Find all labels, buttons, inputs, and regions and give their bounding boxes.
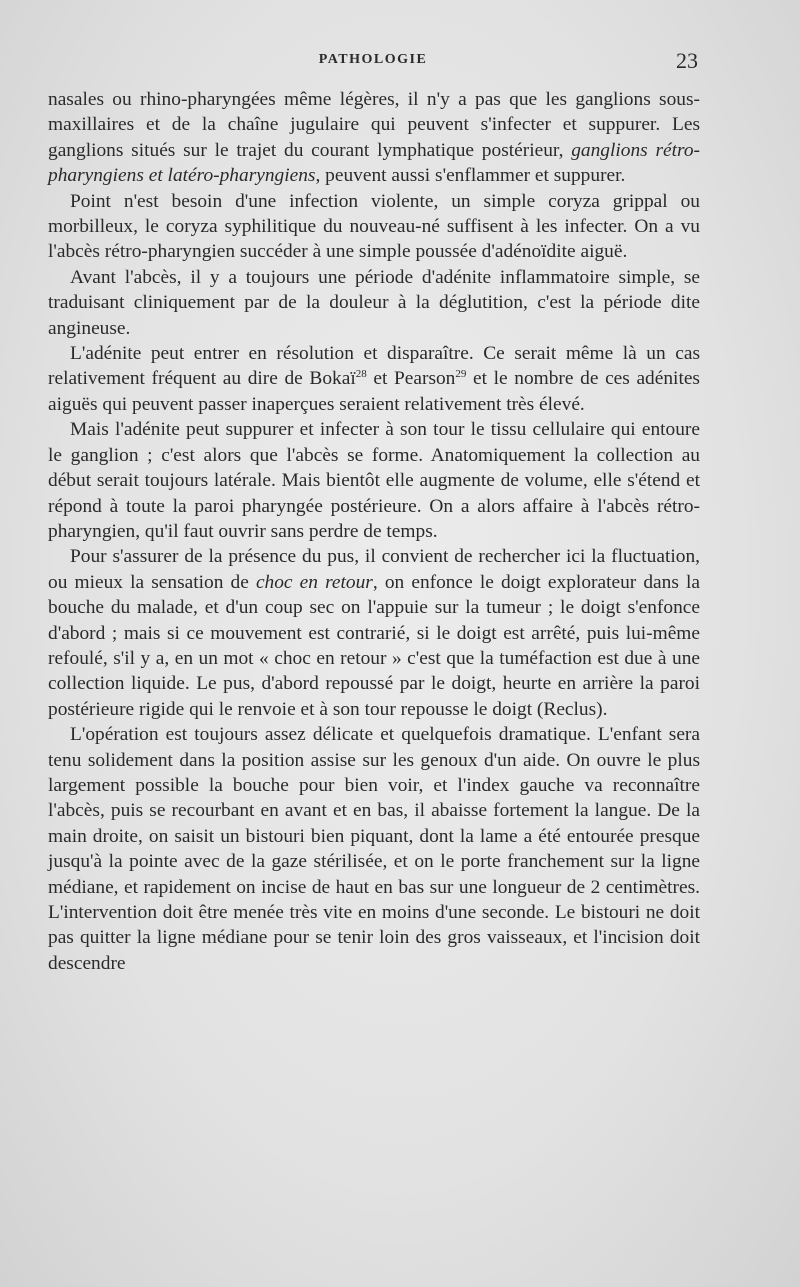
- running-title: PATHOLOGIE: [318, 52, 428, 67]
- paragraph-4: L'adénite peut entrer en résolution et disparaître. Ce serait même là un cas relativement fréquent au dire de Bokaï$^{28}$ et Pearson$^{29}$ et le nombre de ces adénites aiguës qui peuvent passer inaperçues seraient relativement très élevé.: [48, 343, 700, 415]
- paragraph-3: Avant l'abcès, il y a toujours une période d'adénite inflammatoire simple, se traduisant cliniquement par de la douleur à la déglutition, c'est la période dite angineuse.: [48, 266, 700, 339]
- italic-term: ganglions rétro-pharyngiens et latéro-pharyngiens: [48, 139, 700, 187]
- italic-term: choc en retour: [255, 571, 373, 593]
- paragraph-2: Point n'est besoin d'une infection violente, un simple coryza grippal ou morbilleux, le coryza syphilitique du nouveau-né suffisent à les infecter. On a vu l'abcès rétro-pharyngien succéder à une simple poussée d'adénoïdite aiguë.: [48, 190, 700, 263]
- footnote-ref: 29: [455, 368, 467, 381]
- body-text: [48, 87, 700, 976]
- footnote-ref: 28: [355, 368, 367, 381]
- paragraph-1: nasales ou rhino-pharyngées même légères, il n'y a pas que les ganglions sous-maxillaires et de la chaîne jugulaire qui peuvent s'infecter et suppurer. Les ganglions situés sur le trajet du courant lymphatique postérieur, ganglions rétro-pharyngiens et latéro-pharyngiens, peuvent aussi s'enflammer et suppurer.: [48, 89, 700, 187]
- paragraph-5: Mais l'adénite peut suppurer et infecter à son tour le tissu cellulaire qui entoure le ganglion ; c'est alors que l'abcès se forme. Anatomiquement la collection au début serait toujours latérale. Mais bientôt elle augmente de volume, elle s'étend et répond à toute la paroi pharyngée postérieure. On a alors affaire à l'abcès rétro-pharyngien, qu'il faut ouvrir sans perdre de temps.: [48, 419, 700, 542]
- paragraph-6: Pour s'assurer de la présence du pus, il convient de rechercher ici la fluctuation, ou mieux la sensation de choc en retour, on enfonce le doigt explorateur dans la bouche du malade, et d'un coup sec on l'appuie sur la tumeur ; le doigt s'enfonce d'abord ; mais si ce mouvement est contrarié, si le doigt est arrêté, puis lui-même refoulé, s'il y a, en un mot « choc en retour » c'est que la tuméfaction est due à une collection liquide. Le pus, d'abord repoussé par le doigt, heurte en arrière la paroi postérieure rigide qui le renvoie et à son tour repousse le doigt (Reclus).: [48, 546, 701, 720]
- paragraph-7: L'opération est toujours assez délicate et quelquefois dramatique. L'enfant sera tenu solidement dans la position assise sur les genoux d'un aide. On ouvre le plus largement possible la bouche pour bien voir, et l'index gauche va reconnaître l'abcès, puis se recourbant en avant et en bas, il abaisse fortement la langue. De la main droite, on saisit un bistouri bien piquant, dont la lame a été entourée presque jusqu'à la pointe avec de la gaze stérilisée, et on le porte franchement sur la ligne médiane, et rapidement on incise de haut en bas sur une longueur de 2 centimètres. L'intervention doit être menée très vite en moins d'une seconde. Le bistouri ne doit pas quitter la ligne médiane pour se tenir loin des gros vaisseaux, et l'incision doit descendre: [48, 724, 700, 974]
- page-number: 23: [676, 48, 698, 73]
- page-header: [48, 48, 698, 74]
